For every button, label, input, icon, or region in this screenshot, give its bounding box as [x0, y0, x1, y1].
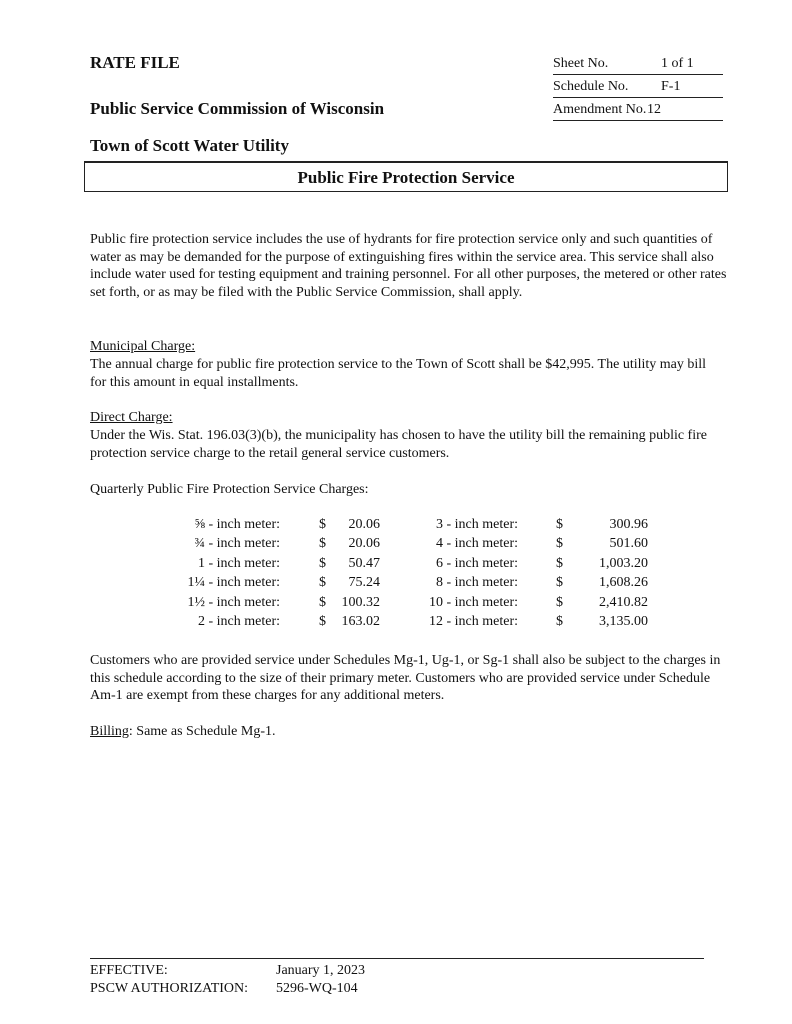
charge-amount: 3,135.00 [599, 614, 648, 630]
charge-amount: 300.96 [609, 516, 648, 532]
table-row [170, 574, 648, 594]
charge-amount: 1,608.26 [599, 575, 648, 591]
meter-size: 1¼ - inch meter: [187, 575, 280, 591]
footer-rule [90, 958, 704, 959]
dollar-sign: $ [556, 614, 563, 630]
table-row [170, 593, 648, 613]
intro-paragraph: Public fire protection service includes the use of hydrants for fire protection service only and such quantities of water as may be demanded for the purpose of extinguishing fires within the service area. This service shall also include water used for testing equipment and training personnel. For all other purposes, the metered or other rates set forth, or as may be filed with the Public Service Commission, shall apply. [90, 232, 727, 300]
municipal-heading: Municipal Charge: [90, 339, 196, 354]
charge-amount: 1,003.20 [599, 555, 648, 571]
meter-size: 12 - inch meter: [428, 614, 518, 630]
municipal-text: The annual charge for public fire protection service to the Town of Scott shall be $42,995. The utility may bill for this amount in equal installments. [90, 357, 707, 390]
title-box [84, 162, 728, 192]
meter-size: 1½ - inch meter: [187, 594, 280, 610]
sheet-label: Sheet No. [553, 56, 609, 71]
charge-amount: 501.60 [609, 536, 648, 552]
table-row [170, 515, 648, 535]
dollar-sign: $ [556, 594, 563, 610]
table-row [170, 554, 648, 574]
direct-text: Under the Wis. Stat. 196.03(3)(b), the municipality has chosen to have the utility bill the remaining public fire protection service charge to the retail general service customers. [90, 428, 707, 461]
schedule-number-line [553, 79, 723, 98]
charge-amount: 75.24 [348, 575, 380, 591]
direct-heading: Direct Charge: [90, 410, 173, 425]
customers-paragraph: Customers who are provided service under Schedules Mg-1, Ug-1, or Sg-1 shall also be subject to the charges in this schedule according to the size of their primary meter. Customers who are provided service under Schedule Am-1 are exempt from these charges for any additional meters. [90, 653, 721, 703]
charge-amount: 100.32 [341, 594, 380, 610]
dollar-sign: $ [319, 614, 326, 630]
dollar-sign: $ [319, 536, 326, 552]
effective-label: EFFECTIVE: [90, 963, 168, 978]
amendment-value: 12 [647, 102, 661, 117]
dollar-sign: $ [556, 516, 563, 532]
quarterly-heading: Quarterly Public Fire Protection Service Charges: [90, 482, 369, 497]
charge-amount: 20.06 [348, 516, 380, 532]
meter-size: ¾ - inch meter: [194, 536, 280, 552]
meter-size: ⅝ - inch meter: [194, 516, 280, 532]
charge-amount: 163.02 [341, 614, 380, 630]
amendment-number-line [553, 102, 723, 121]
effective-value: January 1, 2023 [276, 963, 366, 978]
utility-heading: Town of Scott Water Utility [90, 136, 289, 155]
table-row [170, 613, 648, 633]
billing-text: : Same as Schedule Mg-1. [128, 724, 276, 739]
meter-size: 1 - inch meter: [197, 555, 280, 571]
amendment-label: Amendment No. [553, 102, 647, 117]
table-row [170, 535, 648, 555]
dollar-sign: $ [556, 575, 563, 591]
meter-size: 6 - inch meter: [435, 555, 518, 571]
rates-table [170, 515, 648, 632]
meter-size: 10 - inch meter: [428, 594, 518, 610]
charge-amount: 20.06 [348, 536, 380, 552]
dollar-sign: $ [319, 555, 326, 571]
schedule-label: Schedule No. [553, 79, 629, 94]
authorization-value: 5296-WQ-104 [276, 981, 358, 996]
rate-file-heading: RATE FILE [90, 53, 180, 72]
commission-heading: Public Service Commission of Wisconsin [90, 99, 385, 118]
authorization-label: PSCW AUTHORIZATION: [90, 981, 249, 996]
dollar-sign: $ [319, 575, 326, 591]
charge-amount: 2,410.82 [599, 594, 648, 610]
charge-amount: 50.47 [348, 555, 380, 571]
meter-size: 2 - inch meter: [197, 614, 280, 630]
meter-size: 3 - inch meter: [435, 516, 518, 532]
sheet-number-line [553, 56, 723, 75]
page-title: Public Fire Protection Service [297, 168, 515, 187]
sheet-value: 1 of 1 [661, 56, 694, 71]
billing-line [90, 723, 276, 741]
schedule-value: F-1 [661, 79, 681, 94]
dollar-sign: $ [319, 594, 326, 610]
meter-size: 4 - inch meter: [435, 536, 518, 552]
billing-label: Billing [90, 724, 129, 739]
dollar-sign: $ [556, 555, 563, 571]
meter-size: 8 - inch meter: [435, 575, 518, 591]
dollar-sign: $ [319, 516, 326, 532]
dollar-sign: $ [556, 536, 563, 552]
